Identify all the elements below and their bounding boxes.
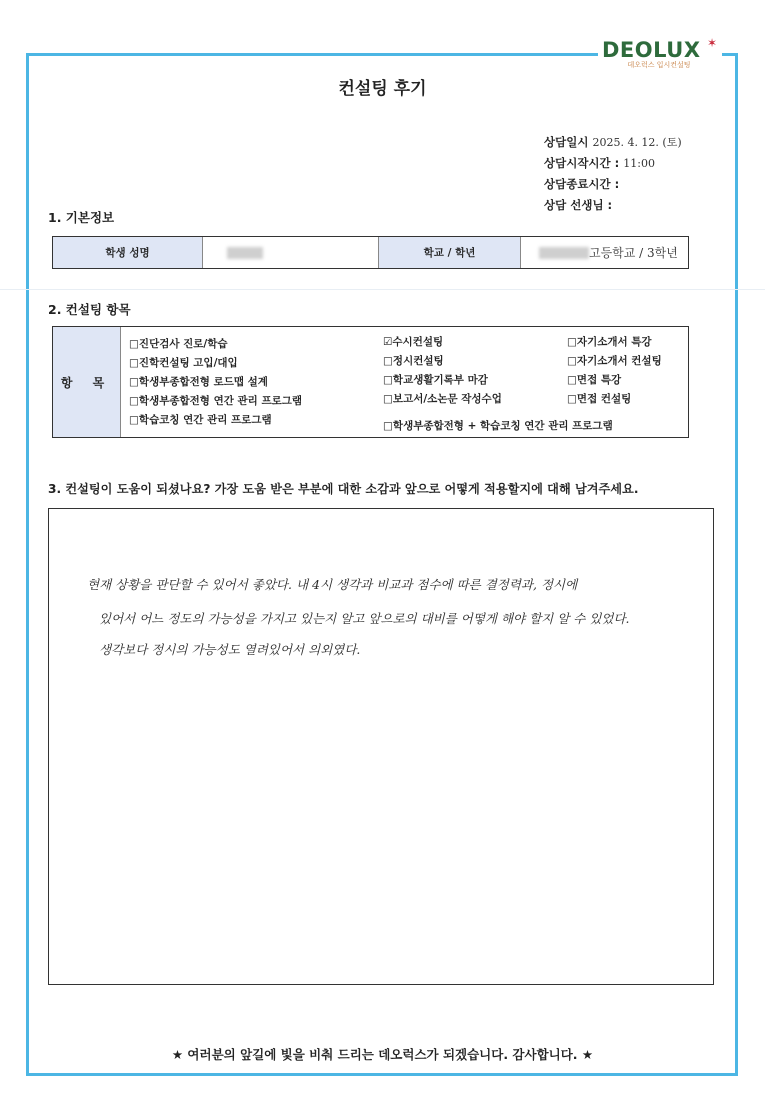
redacted-name [227,247,263,259]
option-annual-program[interactable]: □학생부종합전형 연간 관리 프로그램 [129,395,303,407]
logo-star-icon: ✶ [707,36,718,50]
logo-subtitle: 데오럭스 입시컨설팅 [627,61,691,69]
meta-end-label: 상담종료시간 : [544,177,620,191]
option-susi-consulting-checked[interactable]: ☑수시컨설팅 [383,336,444,348]
option-essay-lecture[interactable]: □자기소개서 특강 [567,336,652,348]
meta-start-label: 상담시작시간 : [544,156,620,170]
student-name-value [203,237,379,268]
option-admission-consulting[interactable]: □진학컨설팅 고입/대입 [129,357,238,369]
frame-top-border-right [722,53,738,56]
deolux-logo [602,38,722,70]
basic-info-table [52,236,689,269]
footer-message: ★ 여러분의 앞길에 빛을 비춰 드리는 데오럭스가 되겠습니다. 감사합니다. ★ [171,1047,594,1062]
school-grade-label: 학교 / 학년 [379,237,521,268]
option-study-coaching[interactable]: □학습코칭 연간 관리 프로그램 [129,414,272,426]
meta-date-row [544,132,682,153]
meta-date-label: 상담일시 [544,135,589,149]
meta-start-row [544,153,682,174]
logo-wordmark: DEOLUX [602,38,701,62]
answer-line-3: 생각보다 정시의 가능성도 열려있어서 의외였다. [99,642,361,657]
consultation-meta [544,132,682,216]
option-report-class[interactable]: □보고서/소논문 작성수업 [383,393,502,405]
consulting-items-table [52,326,689,438]
frame-top-border [26,53,598,56]
answer-line-1: 현재 상황을 판단할 수 있어서 좋았다. 내 4시 생각과 비교과 점수에 따른 결정력과, 정시에 [87,577,578,592]
option-combined-program[interactable]: □학생부종합전형 + 학습코칭 연간 관리 프로그램 [383,420,613,432]
meta-teacher-label: 상담 선생님 : [544,198,613,212]
items-options [121,327,688,437]
section-basic-info-heading: 1. 기본정보 [48,210,115,225]
feedback-answer-box [48,508,714,985]
option-interview-consulting[interactable]: □면접 컨설팅 [567,393,632,405]
student-name-label: 학생 성명 [53,237,203,268]
scan-artifact-line [0,289,765,290]
option-record-closing[interactable]: □학교생활기록부 마감 [383,374,488,386]
section-feedback-question: 3. 컨설팅이 도움이 되셨나요? 가장 도움 받은 부분에 대한 소감과 앞으로 어떻게 적용할지에 대해 남겨주세요. [48,482,639,496]
meta-end-row [544,174,682,195]
section-items-heading: 2. 컨설팅 항목 [48,302,131,317]
option-roadmap[interactable]: □학생부종합전형 로드맵 설계 [129,376,268,388]
school-grade-value [521,237,688,268]
option-jeongsi-consulting[interactable]: □정시컨설팅 [383,355,444,367]
meta-start-value: 11:00 [623,157,655,170]
page-title: 컨설팅 후기 [338,79,427,99]
option-interview-lecture[interactable]: □면접 특강 [567,374,622,386]
items-label: 항 목 [53,327,121,437]
redacted-school [539,247,589,259]
option-diagnostic[interactable]: □진단검사 진로/학습 [129,338,228,350]
answer-line-2: 있어서 어느 정도의 가능성을 가지고 있는지 알고 앞으로의 대비를 어떻게 해야 할지 알 수 있었다. [99,611,630,626]
meta-date-value: 2025. 4. 12. (토) [592,136,682,149]
school-grade-text: 고등학교 / 3학년 [589,246,678,260]
option-essay-consulting[interactable]: □자기소개서 컨설팅 [567,355,662,367]
meta-teacher-row [544,195,682,216]
